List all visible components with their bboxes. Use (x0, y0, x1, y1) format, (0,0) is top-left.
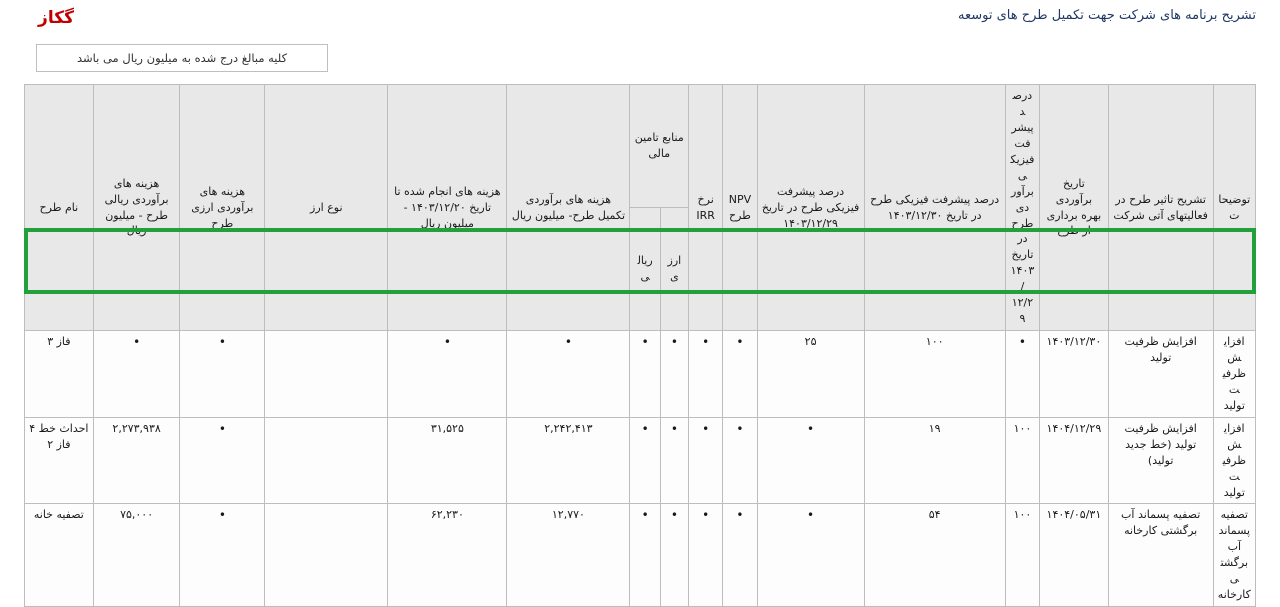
cell-financing-fx: • (660, 504, 688, 607)
units-note: کلیه مبالغ درج شده به میلیون ریال می باشد (36, 44, 328, 72)
cell-completion-cost: ۲,۲۴۲,۴۱۳ (507, 417, 630, 504)
cell-spent-to-date: ۳۱,۵۲۵ (388, 417, 507, 504)
cell-effect: تصفیه پسماند آب برگشتی کارخانه (1108, 504, 1213, 607)
cell-fx-cost: • (180, 504, 265, 607)
table-row (25, 417, 1256, 504)
cell-irr: • (689, 331, 723, 418)
cell-fx-type (265, 504, 388, 607)
cell-npv: • (723, 504, 757, 607)
th-notes: توضیحات (1213, 85, 1255, 331)
cell-spent-to-date: ۶۲,۲۳۰ (388, 504, 507, 607)
cell-progress-est-1229: ۱۰۰ (1005, 504, 1039, 607)
cell-progress-1230: ۱۰۰ (864, 331, 1005, 418)
cell-notes: افزایش ظرفیت تولید (1213, 331, 1255, 418)
cell-irr: • (689, 417, 723, 504)
th-financing-fx: ارزی (660, 208, 688, 331)
cell-notes: افزایش ظرفیت تولید (1213, 417, 1255, 504)
cell-fx-type (265, 331, 388, 418)
cell-completion-cost: • (507, 331, 630, 418)
cell-effect: افزایش ظرفیت تولید (خط جدید تولید) (1108, 417, 1213, 504)
cell-financing-fx: • (660, 331, 688, 418)
cell-progress-est-1229: ۱۰۰ (1005, 417, 1039, 504)
th-irr: نرخ IRR (689, 85, 723, 331)
cell-irr: • (689, 504, 723, 607)
cell-financing-rial: • (630, 331, 660, 418)
cell-npv: • (723, 417, 757, 504)
cell-fx-cost: • (180, 417, 265, 504)
cell-operation-date: ۱۴۰۴/۱۲/۲۹ (1040, 417, 1109, 504)
cell-fx-type (265, 417, 388, 504)
th-progress-1229: درصد پیشرفت فیزیکی طرح در تاریخ ۱۴۰۳/۱۲/۲۹ (757, 85, 864, 331)
cell-rial-cost: ۷۵,۰۰۰ (93, 504, 180, 607)
cell-progress-1229: • (757, 504, 864, 607)
cell-spent-to-date: • (388, 331, 507, 418)
th-fx-type: نوع ارز (265, 85, 388, 331)
cell-notes: تصفیه پسماند آب برگشتی کارخانه (1213, 504, 1255, 607)
th-completion-cost: هزینه های برآوردی تکمیل طرح- میلیون ریال (507, 85, 630, 331)
table-header-row (25, 85, 1256, 208)
cell-rial-cost: ۲,۲۷۳,۹۳۸ (93, 417, 180, 504)
cell-plan-name: تصفیه خانه (25, 504, 94, 607)
th-rial-cost: هزینه های برآوردی ریالی طرح - میلیون ریال (93, 85, 180, 331)
cell-progress-1230: ۵۴ (864, 504, 1005, 607)
th-spent-to-date: هزینه های انجام شده تا تاریخ ۱۴۰۳/۱۲/۲۰ - میلیون ریال (388, 85, 507, 331)
th-effect: تشریح تاثیر طرح در فعالیتهای آتی شرکت (1108, 85, 1213, 331)
table-header (25, 85, 1256, 331)
cell-progress-1229: ۲۵ (757, 331, 864, 418)
section-title: گکاز (38, 8, 74, 28)
cell-financing-rial: • (630, 417, 660, 504)
th-progress-1230: درصد پیشرفت فیزیکی طرح در تاریخ ۱۴۰۳/۱۲/۳۰ (864, 85, 1005, 331)
th-fx-cost: هزینه های برآوردی ارزی طرح (180, 85, 265, 331)
cell-financing-fx: • (660, 417, 688, 504)
th-financing-rial: ریالی (630, 208, 660, 331)
development-plans-table-wrap (24, 84, 1256, 607)
cell-operation-date: ۱۴۰۳/۱۲/۳۰ (1040, 331, 1109, 418)
page-title: تشریح برنامه های شرکت جهت تکمیل طرح های توسعه (957, 8, 1256, 23)
cell-effect: افزایش ظرفیت تولید (1108, 331, 1213, 418)
th-operation-date: تاریخ برآوردی بهره برداری از طرح (1040, 85, 1109, 331)
cell-plan-name: احداث خط ۴ فاز ۲ (25, 417, 94, 504)
cell-operation-date: ۱۴۰۴/۰۵/۳۱ (1040, 504, 1109, 607)
cell-npv: • (723, 331, 757, 418)
cell-progress-1229: • (757, 417, 864, 504)
cell-rial-cost: • (93, 331, 180, 418)
cell-progress-est-1229: • (1005, 331, 1039, 418)
cell-completion-cost: ۱۲,۷۷۰ (507, 504, 630, 607)
cell-progress-1230: ۱۹ (864, 417, 1005, 504)
th-npv: NPV طرح (723, 85, 757, 331)
th-progress-est-1229: درصد پیشرفت فیزیکی برآوردی طرح در تاریخ ۱۴۰۳/۱۲/۲۹ (1005, 85, 1039, 331)
th-plan-name: نام طرح (25, 85, 94, 331)
table-row (25, 331, 1256, 418)
table-body (25, 331, 1256, 607)
cell-financing-rial: • (630, 504, 660, 607)
th-financing: منابع تامین مالی (630, 85, 689, 208)
development-plans-table (24, 84, 1256, 607)
cell-fx-cost: • (180, 331, 265, 418)
table-row (25, 504, 1256, 607)
cell-plan-name: فاز ۳ (25, 331, 94, 418)
